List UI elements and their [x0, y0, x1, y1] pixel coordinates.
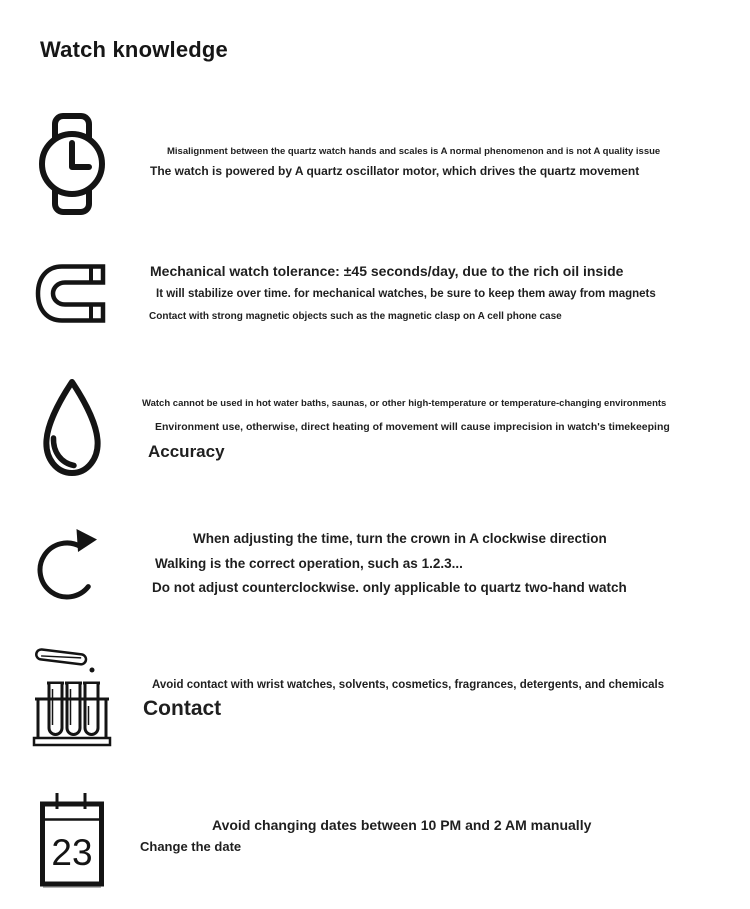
- wristwatch-icon: [38, 112, 106, 216]
- chemicals-line: Avoid contact with wrist watches, solvents, cosmetics, fragrances, detergents, and chemicals: [152, 679, 665, 691]
- hot-water-line: Watch cannot be used in hot water baths, saunas, or other high-temperature or temperature-changing environments: [142, 398, 667, 409]
- calendar-icon: [37, 791, 107, 888]
- calendar-day: 23: [51, 832, 93, 873]
- water-drop-icon: [38, 377, 106, 479]
- quartz-note-line: Misalignment between the quartz watch hands and scales is A normal phenomenon and is not A quality issue: [167, 146, 661, 157]
- quartz-movement-line: The watch is powered by A quartz oscillator motor, which drives the quartz movement: [150, 164, 640, 178]
- contact-heading: Contact: [143, 697, 222, 720]
- tolerance-line: Mechanical watch tolerance: ±45 seconds/day, due to the rich oil inside: [150, 263, 624, 279]
- stabilize-line: It will stabilize over time. for mechanical watches, be sure to keep them away from magnets: [156, 288, 656, 300]
- counterclockwise-line: Do not adjust counterclockwise. only applicable to quartz two-hand watch: [152, 580, 627, 595]
- magnet-icon: [34, 262, 106, 325]
- accuracy-heading: Accuracy: [148, 442, 225, 461]
- clockwise-line: When adjusting the time, turn the crown in A clockwise direction: [193, 531, 607, 546]
- clockwise-arrow-icon: [36, 524, 102, 608]
- change-date-line: Change the date: [140, 839, 242, 854]
- page-title: Watch knowledge: [40, 37, 228, 62]
- environment-line: Environment use, otherwise, direct heating of movement will cause imprecision in watch's timekeeping: [155, 421, 670, 433]
- date-warning-line: Avoid changing dates between 10 PM and 2 AM manually: [212, 817, 592, 833]
- test-tubes-icon: [32, 642, 112, 748]
- walking-line: Walking is the correct operation, such as 1.2.3...: [155, 556, 463, 571]
- magnetic-contact-line: Contact with strong magnetic objects such as the magnetic clasp on A cell phone case: [149, 311, 562, 322]
